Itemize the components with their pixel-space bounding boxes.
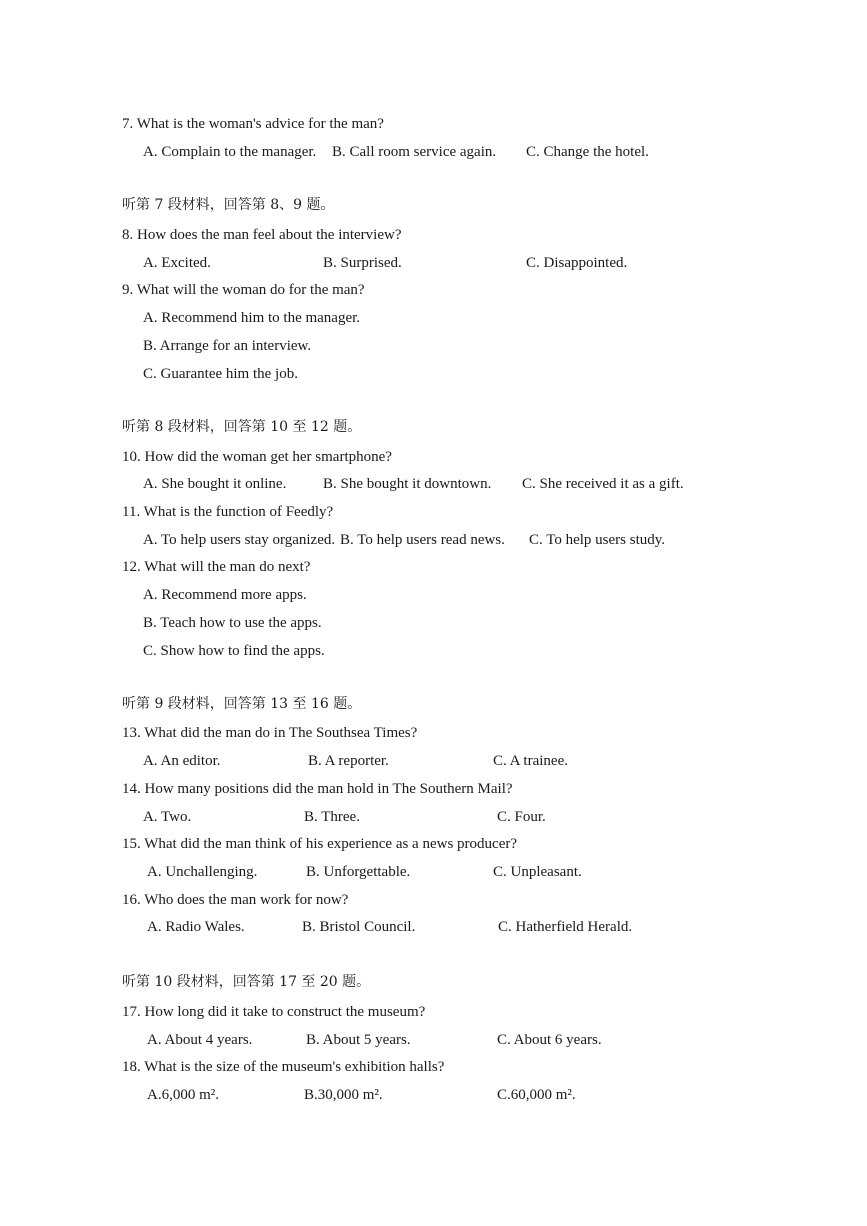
- question-15-stem: 15. What did the man think of his experience as a news producer?: [122, 836, 518, 852]
- question-15-option-b: B. Unforgettable.: [306, 864, 411, 880]
- question-17-option-a: A. About 4 years.: [147, 1032, 253, 1048]
- question-7-stem: 7. What is the woman's advice for the man?: [122, 116, 384, 132]
- question-16-stem: 16. Who does the man work for now?: [122, 892, 349, 908]
- question-16-option-c: C. Hatherfield Herald.: [498, 919, 633, 935]
- question-14-option-c: C. Four.: [497, 809, 546, 825]
- section-7-heading: 听第 7 段材料，回答第 8、9 题。: [122, 197, 335, 213]
- question-18-option-c: C.60,000 m².: [497, 1087, 576, 1103]
- question-17-option-c: C. About 6 years.: [497, 1032, 602, 1048]
- question-18-stem: 18. What is the size of the museum's exhibition halls?: [122, 1059, 445, 1075]
- question-8-stem: 8. How does the man feel about the interview?: [122, 227, 402, 243]
- question-7-option-a: A. Complain to the manager.: [143, 144, 317, 160]
- question-18-option-a: A.6,000 m².: [147, 1087, 219, 1103]
- question-10-option-a: A. She bought it online.: [143, 476, 287, 492]
- question-13-option-a: A. An editor.: [143, 753, 221, 769]
- question-10-option-b: B. She bought it downtown.: [323, 476, 492, 492]
- question-15-option-a: A. Unchallenging.: [147, 864, 258, 880]
- question-7-option-b: B. Call room service again.: [332, 144, 497, 160]
- question-7-option-c: C. Change the hotel.: [526, 144, 649, 160]
- question-8-option-c: C. Disappointed.: [526, 255, 628, 271]
- question-15-option-c: C. Unpleasant.: [493, 864, 582, 880]
- question-17-stem: 17. How long did it take to construct the museum?: [122, 1004, 426, 1020]
- section-10-heading: 听第 10 段材料，回答第 17 至 20 题。: [122, 974, 371, 990]
- section-9-heading: 听第 9 段材料，回答第 13 至 16 题。: [122, 696, 362, 712]
- question-16-option-b: B. Bristol Council.: [302, 919, 416, 935]
- question-11-option-c: C. To help users study.: [529, 532, 666, 548]
- question-11-option-b: B. To help users read news.: [340, 532, 505, 548]
- question-14-stem: 14. How many positions did the man hold in The Southern Mail?: [122, 781, 513, 797]
- question-12-option-c: C. Show how to find the apps.: [143, 643, 325, 659]
- question-11-option-a: A. To help users stay organized.: [143, 532, 336, 548]
- question-12-option-b: B. Teach how to use the apps.: [143, 615, 322, 631]
- question-9-option-a: A. Recommend him to the manager.: [143, 310, 361, 326]
- question-13-stem: 13. What did the man do in The Southsea Times?: [122, 725, 418, 741]
- question-11-stem: 11. What is the function of Feedly?: [122, 504, 334, 520]
- question-13-option-b: B. A reporter.: [308, 753, 389, 769]
- question-9-stem: 9. What will the woman do for the man?: [122, 282, 365, 298]
- question-8-option-b: B. Surprised.: [323, 255, 402, 271]
- question-17-option-b: B. About 5 years.: [306, 1032, 411, 1048]
- question-9-option-b: B. Arrange for an interview.: [143, 338, 312, 354]
- question-16-option-a: A. Radio Wales.: [147, 919, 245, 935]
- question-9-option-c: C. Guarantee him the job.: [143, 366, 298, 382]
- question-14-option-b: B. Three.: [304, 809, 360, 825]
- question-8-option-a: A. Excited.: [143, 255, 211, 271]
- question-14-option-a: A. Two.: [143, 809, 192, 825]
- question-10-option-c: C. She received it as a gift.: [522, 476, 684, 492]
- question-13-option-c: C. A trainee.: [493, 753, 568, 769]
- question-10-stem: 10. How did the woman get her smartphone?: [122, 449, 392, 465]
- question-12-option-a: A. Recommend more apps.: [143, 587, 307, 603]
- question-12-stem: 12. What will the man do next?: [122, 559, 311, 575]
- question-18-option-b: B.30,000 m².: [304, 1087, 383, 1103]
- section-8-heading: 听第 8 段材料，回答第 10 至 12 题。: [122, 419, 362, 435]
